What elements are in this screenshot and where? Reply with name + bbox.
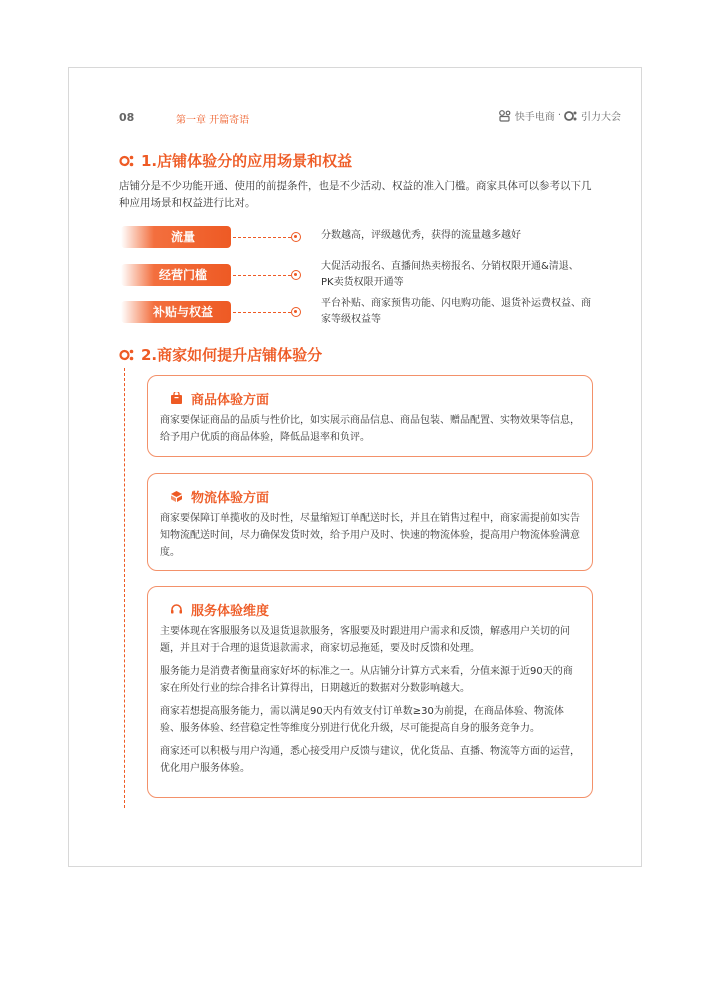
target-icon — [291, 307, 301, 317]
connector-line — [233, 275, 291, 276]
connector-line — [233, 237, 291, 238]
page-number: 08 — [119, 111, 135, 124]
gravity-icon — [119, 349, 135, 361]
chapter-title: 第一章 开篇寄语 — [176, 115, 250, 126]
connector-line — [233, 312, 291, 313]
card-body: 主要体现在客服服务以及退货退款服务，客服要及时跟进用户需求和反馈，解惑用户关切的问题，并且对于合理的退货退款需求，商家切忌拖延，要及时反馈和处理。 服务能力是消费者衡量商家好坏的标准之一。从店铺分计算方式来看，分值来源于近90天的商家在所处行业的综合排名计算得出，日期越近的数据对分数影响越大。 商家若想提高服务能力，需以满足90天内有效支付订单数≥30为前提，在商品体验、物流体验、服务体验、经营稳定性等维度分别进行优化升级，尽可能提高自身的服务竞争力。 商家还可以积极与用户沟通，悉心接受用户反馈与建议，优化货品、直播、物流等方面的运营，优化用户服务体验。 — [160, 626, 580, 774]
gravity-icon — [119, 155, 135, 167]
brand-right: 引力大会 — [581, 112, 621, 123]
card-logistics-experience — [147, 473, 593, 571]
card-service-experience — [147, 586, 593, 798]
card-title: 物流体验方面 — [170, 487, 269, 506]
section1-intro: 店铺分是不少功能开通、使用的前提条件，也是不少活动、权益的准入门槛。商家具体可以参考以下几种应用场景和权益进行比对。 — [119, 180, 592, 209]
timeline-line — [124, 368, 125, 808]
card-body: 商家要保证商品的品质与性价比，如实展示商品信息、商品包装、赠品配置、实物效果等信息，给予用户优质的商品体验，降低品退率和负评。 — [160, 415, 580, 443]
card-body: 商家要保障订单揽收的及时性，尽量缩短订单配送时长，并且在销售过程中，商家需提前如实告知物流配送时间，尽力确保发货时效，给予用户及时、快速的物流体验，提高用户物流体验满意度。 — [160, 513, 580, 558]
headset-icon — [170, 603, 183, 616]
section1-title-text: 1.店铺体验分的应用场景和权益 — [141, 152, 353, 170]
card-product-experience — [147, 375, 593, 457]
box-icon — [170, 490, 183, 503]
section2-title — [119, 344, 322, 365]
target-icon — [291, 232, 301, 242]
scenario-text-subsidy: 平台补贴、商家预售功能、闪电购功能、退货补运费权益、商家等级权益等 — [321, 298, 591, 325]
scenario-pill-subsidy: 补贴与权益 — [121, 301, 231, 323]
bag-icon — [170, 392, 183, 405]
brand-header — [498, 108, 621, 123]
card-title: 服务体验维度 — [170, 600, 269, 619]
scenario-pill-threshold: 经营门槛 — [121, 264, 231, 286]
scenario-text-threshold: 大促活动报名、直播间热卖榜报名、分销权限开通&清退、PK卖货权限开通等 — [321, 261, 579, 288]
kuaishou-logo-icon — [498, 110, 512, 122]
scenario-pill-traffic: 流量 — [121, 226, 231, 248]
section1-title — [119, 150, 352, 171]
brand-left: 快手电商 — [514, 112, 555, 123]
document-page — [68, 67, 642, 867]
card-title: 商品体验方面 — [170, 389, 269, 408]
target-icon — [291, 270, 301, 280]
brand-separator: · — [557, 110, 561, 121]
gravity-logo-icon — [564, 110, 578, 122]
section2-title-text: 2.商家如何提升店铺体验分 — [141, 346, 323, 364]
scenario-text-traffic: 分数越高，评级越优秀，获得的流量越多越好 — [321, 230, 521, 241]
